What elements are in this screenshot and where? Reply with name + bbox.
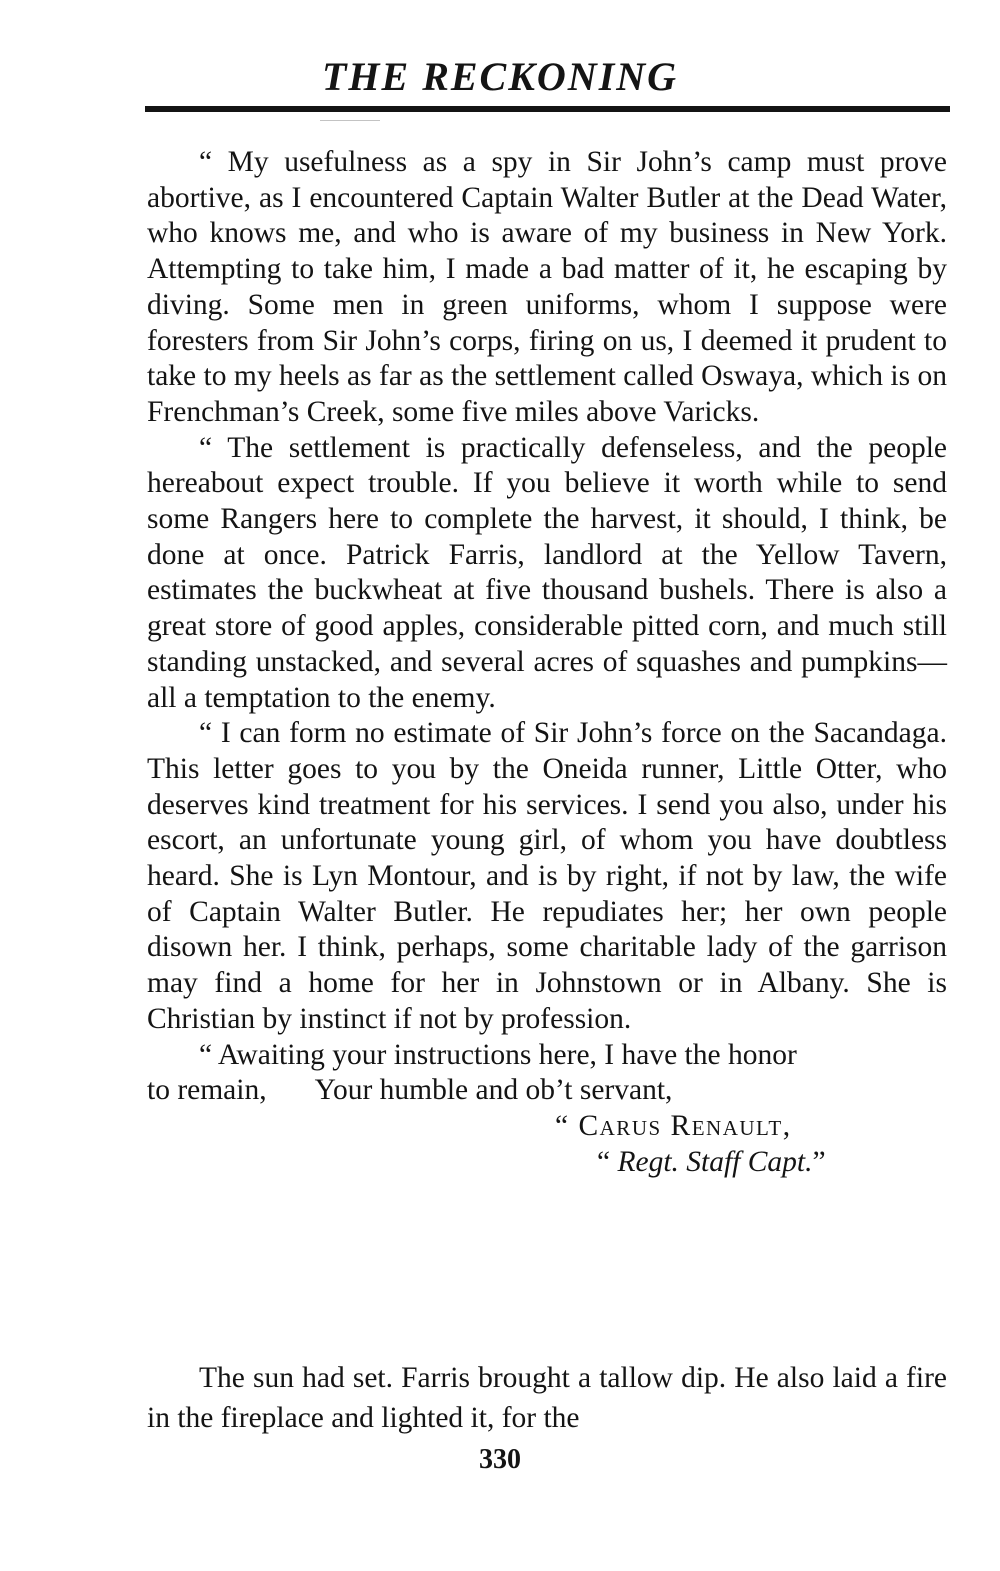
signature-title-close: ”: [812, 1145, 826, 1178]
letter-paragraph-4: “ Awaiting your instructions here, I have the honor: [199, 1038, 797, 1071]
signature-title-line: [147, 1145, 947, 1181]
signature-title-open: “: [597, 1145, 618, 1178]
narrative-paragraph: The sun had set. Farris brought a tallow dip. He also laid a fire in the fireplace and lighted it, for the: [147, 1362, 947, 1434]
header-rule-trace: [320, 120, 380, 121]
letter-paragraph-2: “ The settlement is practically defenseless, and the people hereabout expect trouble. If you believe it worth while to send some Rangers here to complete the harvest, it should, I think, be done at once. Patrick Farris, landlord at the Yellow Tavern, estimates the buckwheat at five thousand bushels. There is also a great store of good apples, considerable pitted corn, and much still standing unstacked, and several acres of squashes and pumpkins—all a temptation to the enemy.: [147, 431, 947, 714]
letter-closing: [147, 1073, 947, 1109]
signature-name: “ Carus Renault,: [555, 1109, 792, 1142]
closing-start: to remain,: [147, 1074, 267, 1107]
letter-paragraph-1: “ My usefulness as a spy in Sir John’s camp must prove abortive, as I encountered Captain Walter Butler at the Dead Water, who knows me, and who is aware of my business in New York. Attempting to take him, I made a bad matter of it, he escaping by diving. Some men in green uniforms, whom I suppose were foresters from Sir John’s corps, firing on us, I deemed it prudent to take to my heels as far as the settlement called Oswaya, which is on Frenchman’s Creek, some five miles above Varicks.: [147, 146, 947, 428]
page-number: 330: [479, 1444, 521, 1475]
header-rule: [145, 106, 950, 112]
letter-body: [147, 145, 947, 1180]
closing-end: Your humble and ob’t servant,: [314, 1074, 673, 1107]
signature-title: Regt. Staff Capt.: [617, 1145, 813, 1178]
letter-paragraph-3: “ I can form no estimate of Sir John’s force on the Sacandaga. This letter goes to you by the Oneida runner, Little Otter, who deserves kind treatment for his services. I send you also, under his escort, an unfortunate young girl, of whom you have doubtless heard. She is Lyn Montour, and is by right, if not by law, the wife of Captain Walter Butler. He repudiates her; her own people disown her. I think, perhaps, some charitable lady of the garrison may find a home for her in Johnstown or in Albany. She is Christian by instinct if not by profession.: [147, 717, 947, 1035]
running-head-title: THE RECKONING: [321, 54, 679, 99]
